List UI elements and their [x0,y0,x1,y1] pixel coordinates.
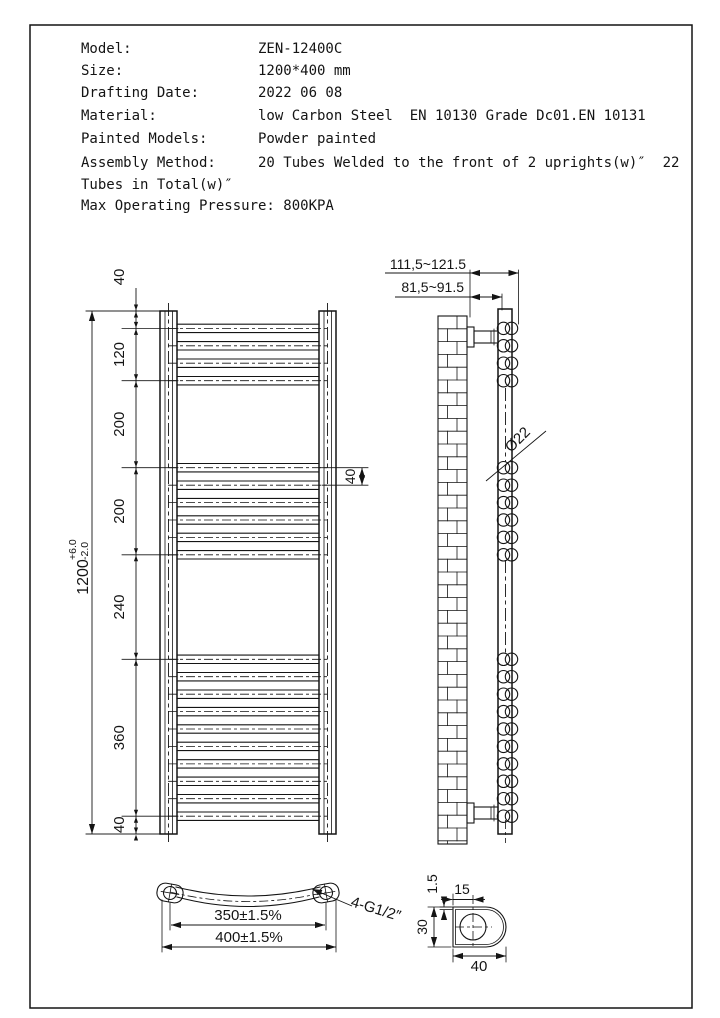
chain-tick [134,835,138,841]
bottom-bracket-wall-plate [467,803,474,823]
dim-group3-span: 360 [111,725,128,751]
spec-label-material: Material: [81,108,157,124]
dim-group2-span: 200 [111,498,128,524]
dim-pipe-centers: 350±1.5% [214,907,282,924]
spec-value-date: 2022 06 08 [258,85,343,101]
spec-label-size: Size: [81,63,124,79]
dim-depth: 30 [414,919,430,935]
front-tubes [168,324,328,820]
dim-gap2: 240 [111,594,128,620]
spec-value-assembly: 20 Tubes Welded to the front of 2 uprights(w)″ 22 [258,155,680,171]
bottom-view [156,882,404,952]
dim-overall-height: 1200 [75,559,92,595]
dim-connection-size: 4-G1/2″ [348,893,403,925]
spec-label-assembly: Assembly Method: [81,155,216,171]
spec-label-date: Drafting Date: [81,85,200,101]
dim-center-offset: 15 [454,881,470,897]
side-view [385,256,546,844]
spec-block [81,41,679,214]
spec-value-model: ZEN-12400C [258,41,343,57]
section-detail [414,874,506,975]
dim-wall-to-center: 81,5~91.5 [401,279,464,295]
spec-assembly-wrap: Tubes in Total(w)″ [81,177,233,193]
wall-outline [438,316,467,844]
top-bracket-wall-plate [467,327,474,347]
dim-bottom-margin: 40 [111,816,128,834]
dim-overall-tol-minus: -2.0 [79,541,91,560]
spec-value-size: 1200*400 mm [258,63,351,79]
spec-max-pressure: Max Operating Pressure: 800KPA [81,198,334,214]
dim-overall-width: 400±1.5% [215,929,283,946]
front-chain-dimension [86,305,178,841]
dim-top-margin: 40 [111,268,128,286]
side-upright [498,309,512,834]
left-fitting [156,882,185,904]
spec-value-material: low Carbon Steel EN 10130 Grade Dc01.EN 10131 [258,108,646,124]
spec-label-painted: Painted Models: [81,131,208,147]
dim-tube-diameter: Ø22 [501,423,534,456]
brick-wall-hatch [438,316,467,844]
tube-arc-front [176,887,320,896]
dim-wall-thickness: 1.5 [424,874,440,894]
dim-width: 40 [470,958,488,975]
front-view [67,269,368,842]
spec-value-painted: Powder painted [258,131,377,147]
dim-wall-to-outer: 111,5~121.5 [389,256,466,272]
spec-label-model: Model: [81,41,132,57]
dim-overall-tol-plus: +6.0 [67,539,79,560]
tube-arc-centerline [170,892,326,902]
side-tube-sections [497,322,517,822]
sheet-border [30,25,692,1008]
dim-tube-pitch: 40 [342,468,358,485]
dim-gap1: 200 [111,411,128,437]
dim-group1-span: 120 [111,341,128,368]
